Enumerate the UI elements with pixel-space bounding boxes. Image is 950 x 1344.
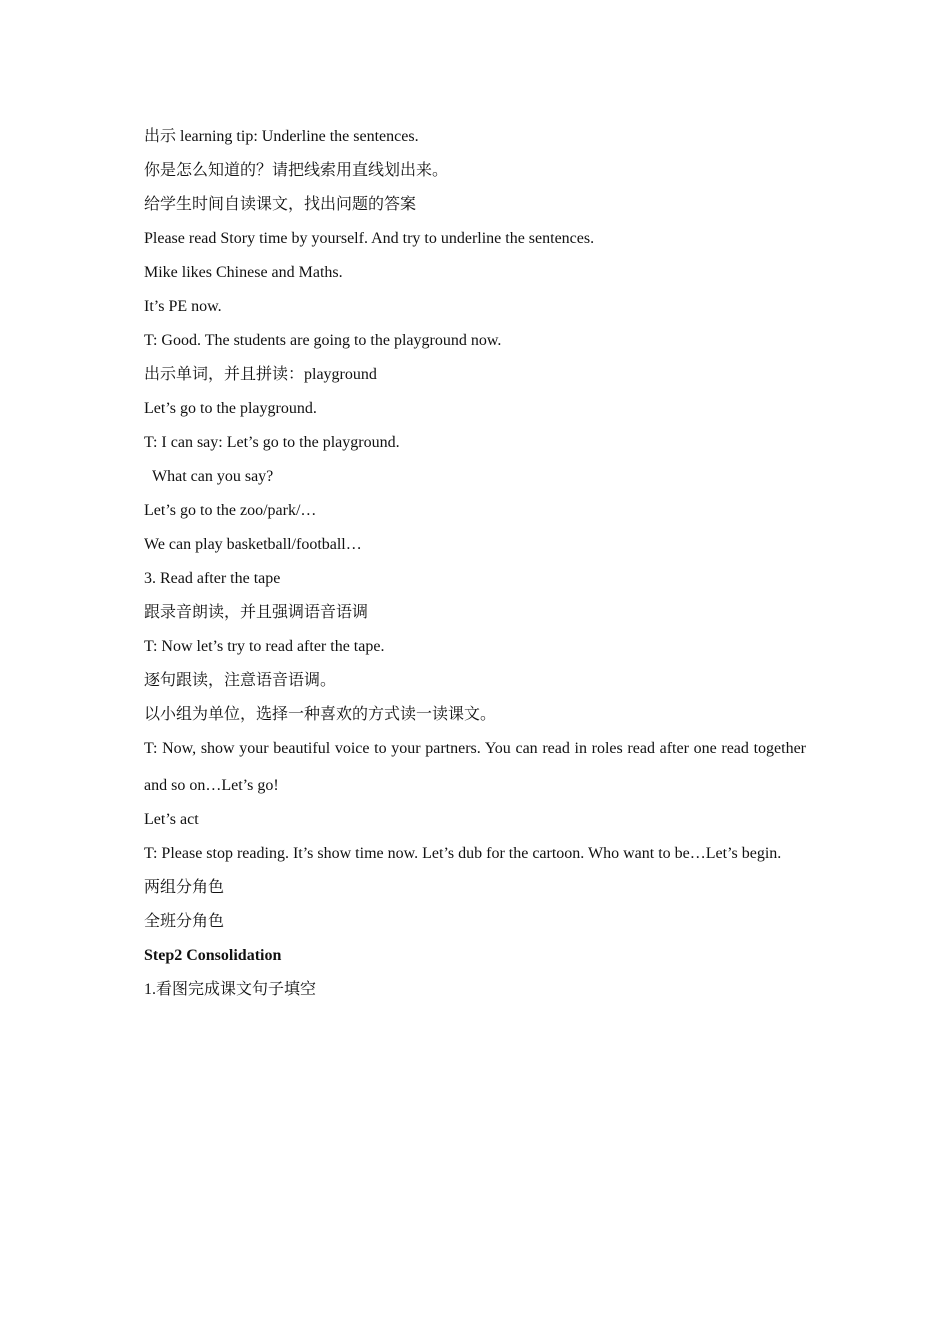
- group-reading-cn: 以小组为单位，选择一种喜欢的方式读一读课文。: [144, 706, 497, 723]
- sentence-playground: Let’s go to the playground.: [144, 400, 317, 417]
- step2-heading: Step2 Consolidation: [144, 947, 282, 964]
- sentence-play-ball: We can play basketball/football…: [144, 536, 362, 553]
- lets-act-heading: Let’s act: [144, 811, 199, 828]
- answer-line-1: Mike likes Chinese and Maths.: [144, 264, 343, 281]
- teacher-what-can-you-say: What can you say?: [152, 468, 274, 485]
- fill-in-blanks-task: 1.看图完成课文句子填空: [144, 981, 317, 998]
- sentence-zoo-park: Let’s go to the zoo/park/…: [144, 502, 317, 519]
- clue-question-line: 你是怎么知道的？请把线索用直线划出来。: [144, 162, 449, 179]
- section-read-after-tape: 3. Read after the tape: [144, 570, 281, 587]
- word-spelling-line: 出示单词，并且拼读：playground: [144, 366, 377, 383]
- teacher-show-voice-paragraph: T: Now, show your beautiful voice to your partners. You can read in roles read after one read together and so on…Let’s go!: [144, 740, 806, 794]
- learning-tip-line: 出示 learning tip: Underline the sentences.: [144, 128, 419, 145]
- lesson-plan-body: [144, 124, 806, 1011]
- self-read-instruction: 给学生时间自读课文，找出问题的答案: [144, 196, 417, 213]
- tape-instruction-cn: 跟录音朗读，并且强调语音语调: [144, 604, 369, 621]
- two-groups-roles: 两组分角色: [144, 879, 225, 896]
- answer-line-2: It’s PE now.: [144, 298, 222, 315]
- teacher-show-time-paragraph: T: Please stop reading. It’s show time now. Let’s dub for the cartoon. Who want to be…Let’s begin.: [144, 845, 782, 862]
- read-story-instruction: Please read Story time by yourself. And try to underline the sentences.: [144, 230, 595, 247]
- teacher-i-can-say: T: I can say: Let’s go to the playground.: [144, 434, 400, 451]
- whole-class-roles: 全班分角色: [144, 913, 225, 930]
- teacher-read-after-tape: T: Now let’s try to read after the tape.: [144, 638, 385, 655]
- teacher-playground-line: T: Good. The students are going to the playground now.: [144, 332, 502, 349]
- sentence-follow-cn: 逐句跟读，注意语音语调。: [144, 672, 337, 689]
